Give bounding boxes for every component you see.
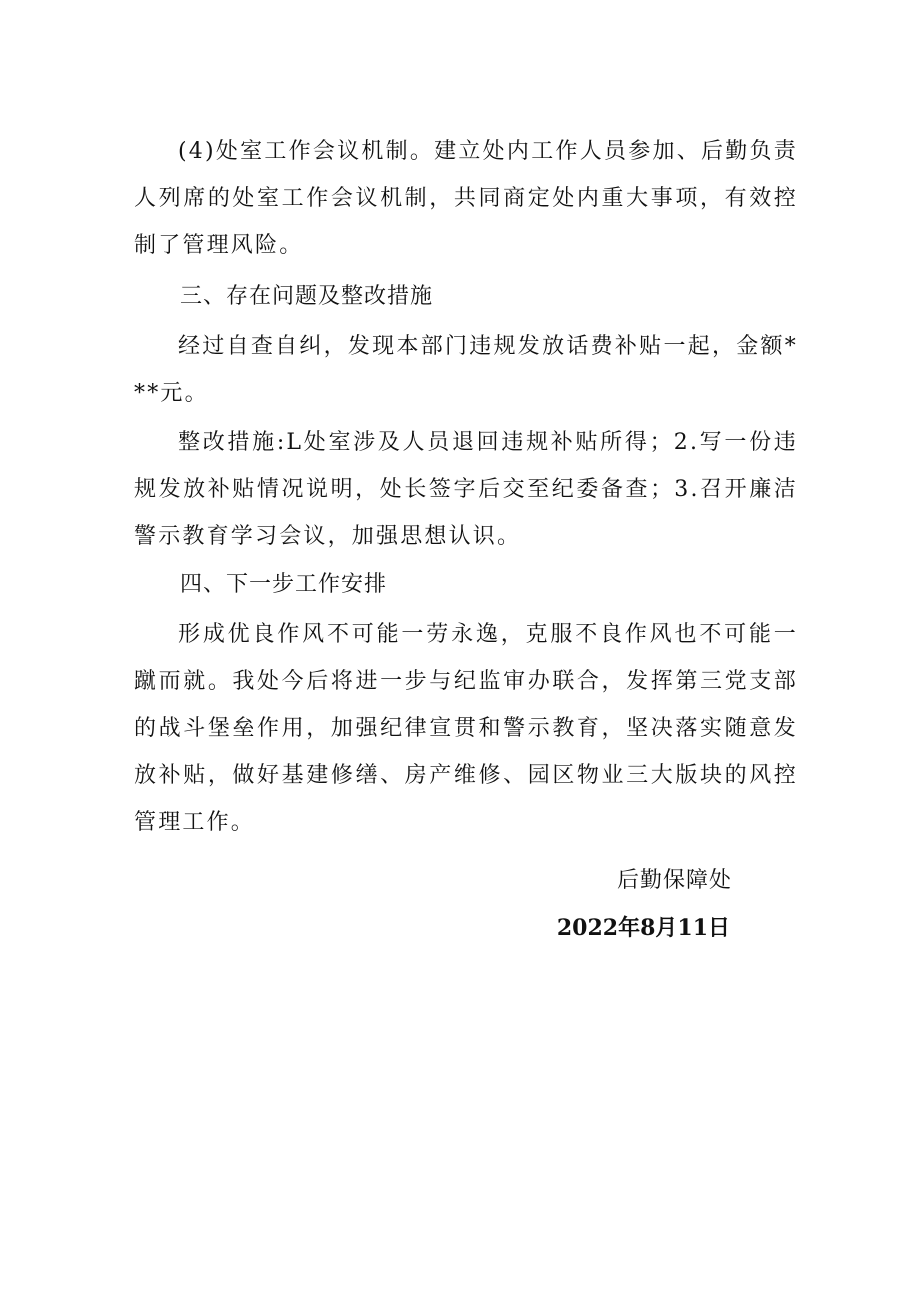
heading-problems-and-rectification: 三、存在问题及整改措施 bbox=[180, 284, 434, 309]
paragraph-rectification-measures: 整改措施:L处室涉及人员退回违规补贴所得；2.写一份违规发放补贴情况说明，处长签字后交至纪委备查；3.召开廉洁警示教育学习会议，加强思想认识。 bbox=[134, 430, 798, 549]
heading-next-steps: 四、下一步工作安排 bbox=[180, 572, 388, 597]
paragraph-meeting-mechanism: (4)处室工作会议机制。建立处内工作人员参加、后勤负责人列席的处室工作会议机制，共同商定处内重大事项，有效控制了管理风险。 bbox=[134, 139, 798, 258]
paragraph-next-steps: 形成优良作风不可能一劳永逸，克服不良作风也不可能一蹴而就。我处今后将进一步与纪监审办联合，发挥第三党支部的战斗堡垒作用，加强纪律宣贯和警示教育，坚决落实随意发放补贴，做好基建修缮、房产维修、园区物业三大版块的风控管理工作。 bbox=[134, 622, 798, 835]
paragraph-self-inspection: 经过自查自纠，发现本部门违规发放话费补贴一起，金额***元。 bbox=[134, 334, 798, 406]
signature-department: 后勤保障处 bbox=[616, 868, 732, 893]
signature-date: 2022年8月11日 bbox=[556, 915, 730, 941]
